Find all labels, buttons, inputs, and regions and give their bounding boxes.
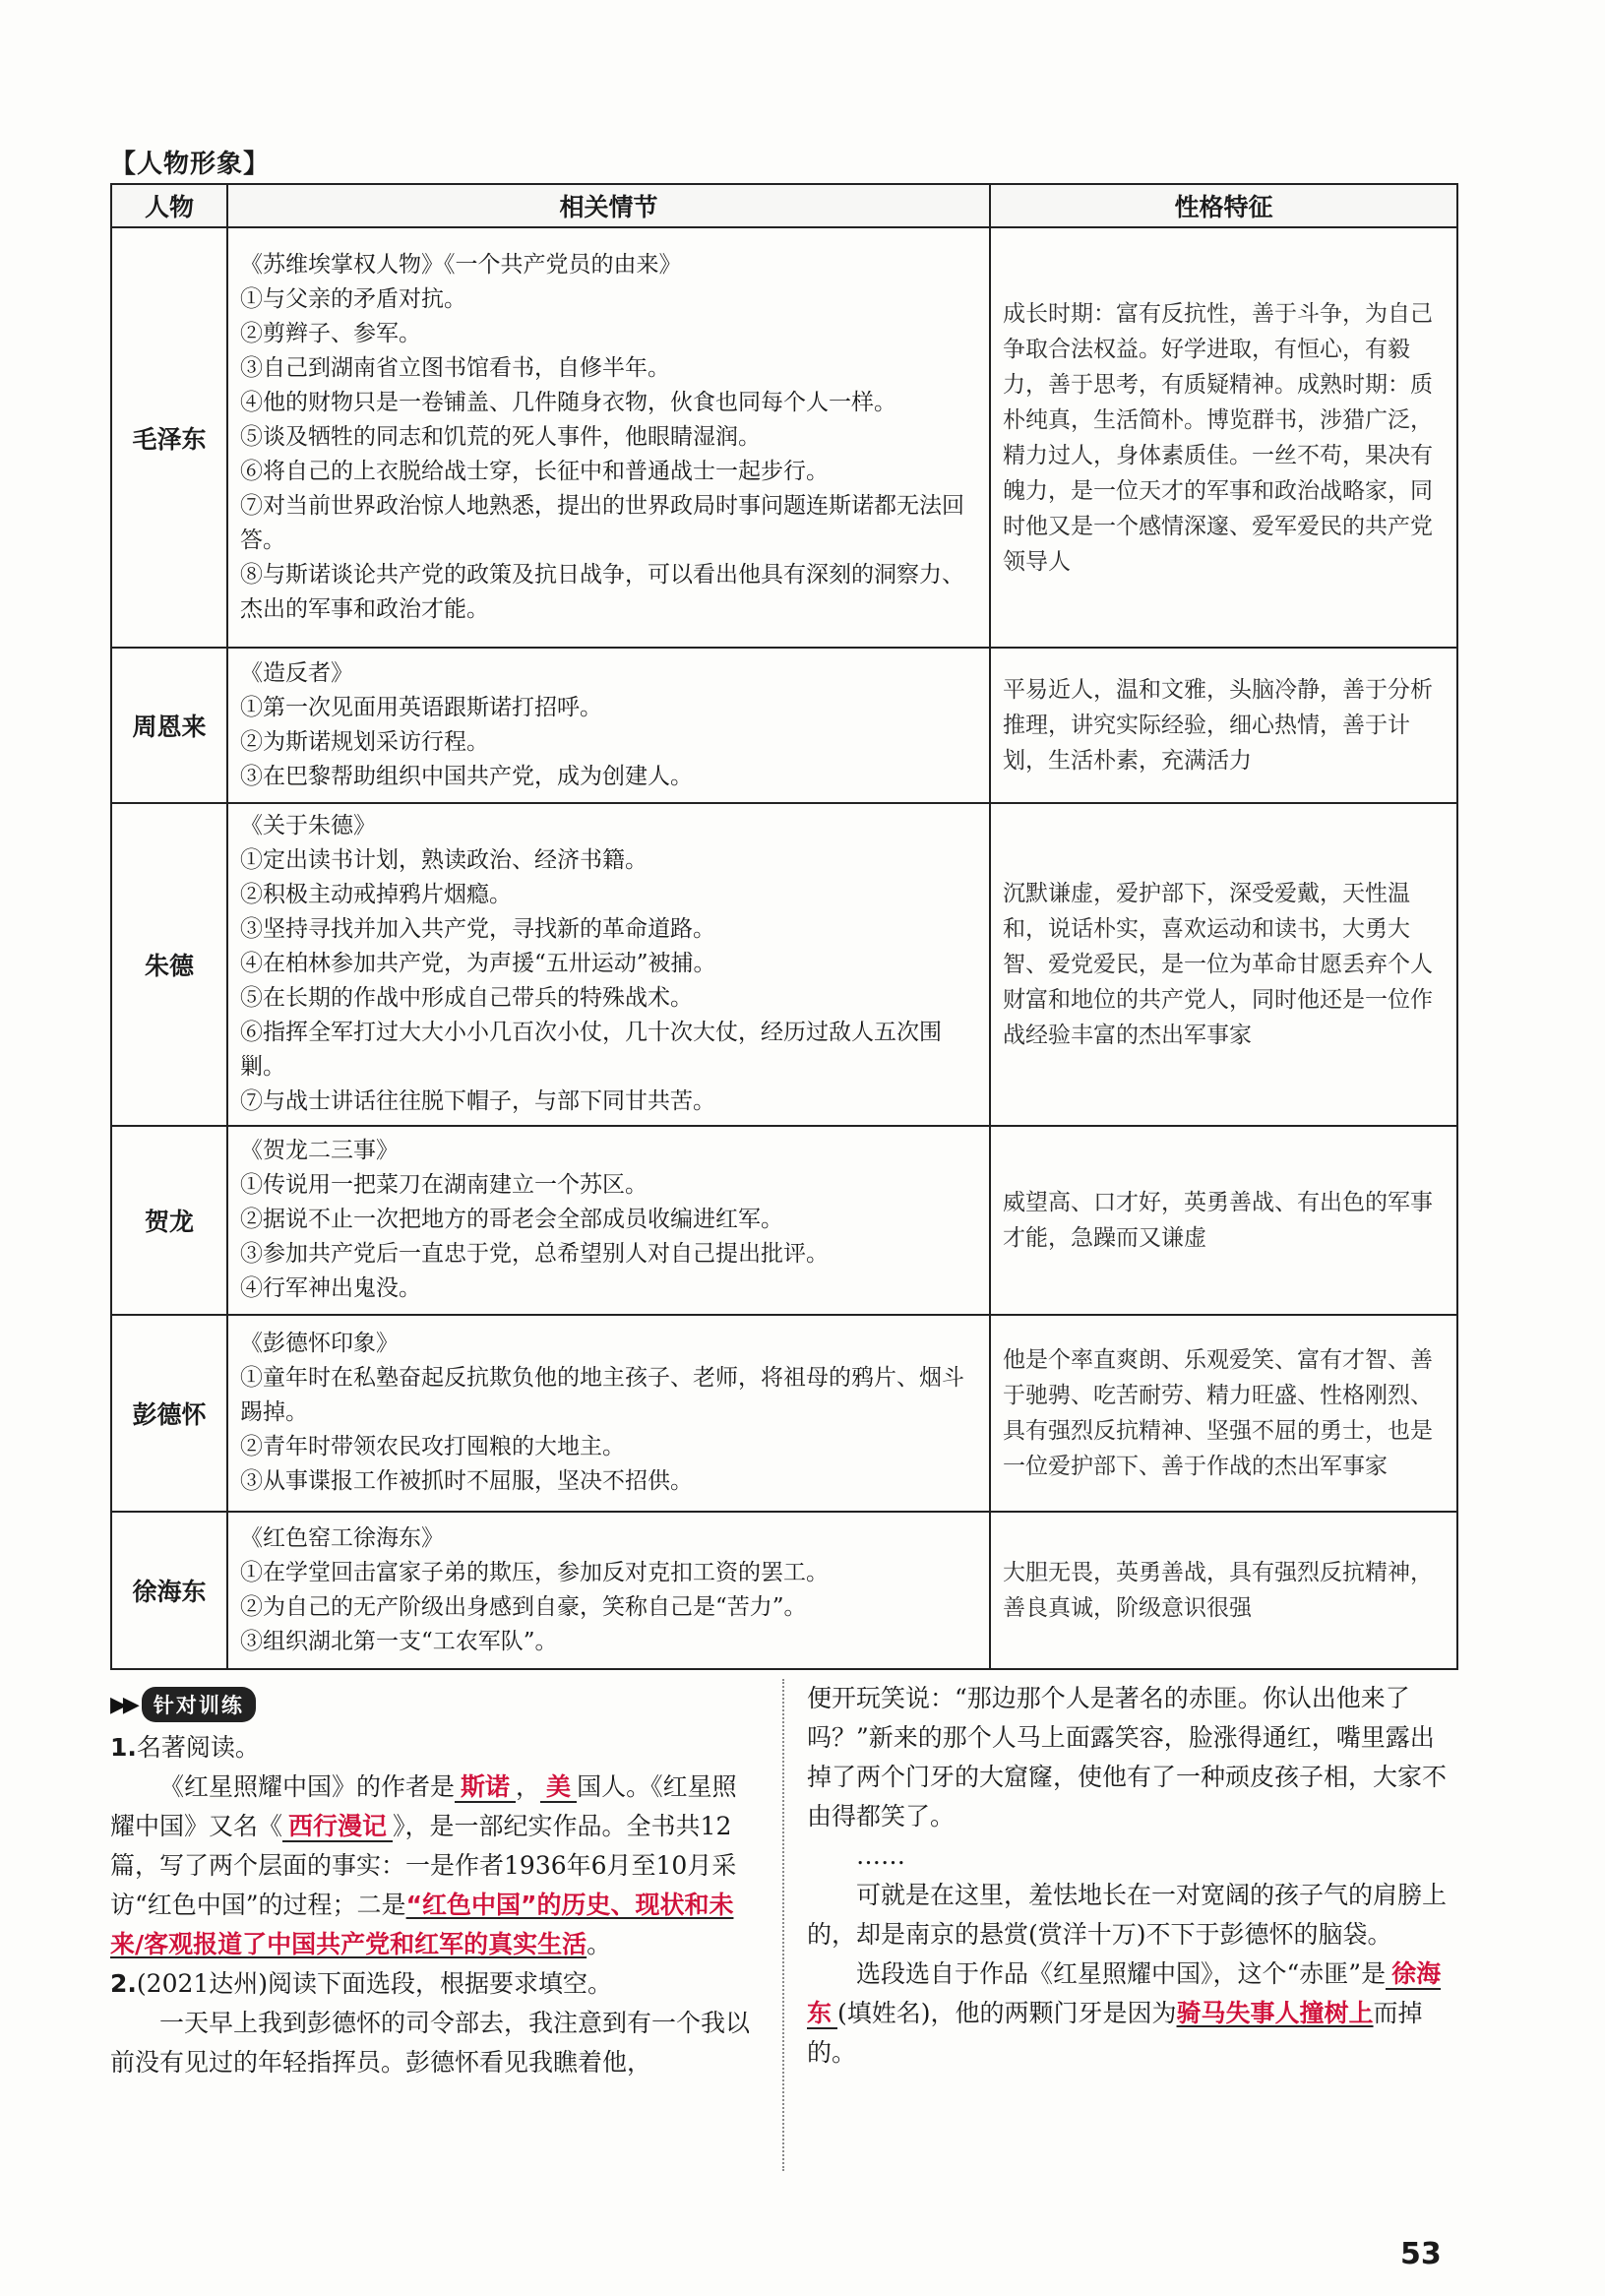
answer-blank[interactable]: 斯诺: [455, 1772, 516, 1803]
plot-line: ⑦对当前世界政治惊人地熟悉，提出的世界政局时事问题连斯诺都无法回答。: [240, 492, 964, 553]
exercise-left-column: [110, 1728, 760, 2082]
plot-cell: [227, 1512, 990, 1669]
traits-cell: [990, 227, 1457, 648]
question-1-heading: [110, 1728, 760, 1768]
traits-text: 大胆无畏，英勇善战，具有强烈反抗精神，善良真诚，阶级意识很强: [1003, 1560, 1433, 1621]
table-row: [111, 227, 1457, 648]
plot-line: ①在学堂回击富家子弟的欺压，参加反对克扣工资的罢工。: [240, 1559, 829, 1585]
plot-line: ②据说不止一次把地方的哥老会全部成员收编进红军。: [240, 1207, 783, 1232]
plot-line: 《关于朱德》: [240, 813, 376, 838]
question-2-body: [807, 1955, 1456, 2073]
answer-blank[interactable]: 西行漫记: [282, 1812, 393, 1842]
section-label: 【人物形象】: [110, 150, 271, 179]
plot-line: ①童年时在私塾奋起反抗欺负他的地主孩子、老师，将祖母的鸦片、烟斗踢掉。: [240, 1365, 964, 1425]
plot-line: ②青年时带领农民攻打囤粮的大地主。: [240, 1434, 625, 1459]
plot-line: ①与父亲的矛盾对抗。: [240, 285, 466, 312]
plot-cell: [227, 803, 990, 1126]
traits-cell: [990, 1315, 1457, 1512]
plot-line: ③在巴黎帮助组织中国共产党，成为创建人。: [240, 763, 693, 789]
plot-line: ②剪辫子、参军。: [240, 320, 421, 346]
traits-text: 他是个率直爽朗、乐观爱笑、富有才智、善于驰骋、吃苦耐劳、精力旺盛、性格刚烈、具有强烈反抗精神、坚强不屈的勇士，也是一位爱护部下、善于作战的杰出军事家: [1003, 1347, 1433, 1479]
plot-line: ③参加共产党后一直忠于党，总希望别人对自己提出批评。: [240, 1241, 829, 1267]
table-row: [111, 1512, 1457, 1669]
traits-cell: [990, 1512, 1457, 1669]
answer-blank[interactable]: 徐海东: [807, 1959, 1442, 2027]
plot-cell: [227, 648, 990, 803]
plot-line: ④在柏林参加共产党，为声援“五卅运动”被捕。: [240, 951, 716, 976]
question-1-body: [110, 1768, 760, 1964]
person-name: 周恩来: [111, 648, 227, 803]
traits-text: 平易近人，温和文雅，头脑冷静，善于分析推理，讲究实际经验，细心热情，善于计划，生活朴素，充满活力: [1003, 677, 1433, 774]
traits-cell: [990, 648, 1457, 803]
traits-text: 沉默谦虚，爱护部下，深受爱戴，天性温和，说话朴实，喜欢运动和读书，大勇大智、爱党爱民，是一位为革命甘愿丢弃个人财富和地位的共产党人，同时他还是一位作战经验丰富的杰出军事家: [1003, 881, 1433, 1048]
double-arrow-icon: ▶▶: [110, 1692, 136, 1717]
plot-cell: [227, 1315, 990, 1512]
answer-blank[interactable]: 美: [540, 1772, 577, 1803]
question-number: 2.: [110, 1969, 137, 1998]
plot-line: ⑥将自己的上衣脱给战士穿，长征中和普通战士一起步行。: [240, 458, 829, 484]
plot-line: ①定出读书计划，熟读政治、经济书籍。: [240, 847, 648, 873]
traits-text: 威望高、口才好，英勇善战、有出色的军事才能，急躁而又谦虚: [1003, 1190, 1433, 1251]
question-text: 国人。《红星照耀中国》又名《: [110, 1772, 737, 1840]
plot-line: ⑤在长期的作战中形成自己带兵的特殊战术。: [240, 985, 693, 1011]
plot-line: ⑤谈及牺牲的同志和饥荒的死人事件，他眼睛湿润。: [240, 423, 761, 450]
passage-text: 便开玩笑说：“那边那个人是著名的赤匪。你认出他来了吗？”新来的那个人马上面露笑容，脸涨得通红，嘴里露出掉了两个门牙的大窟窿，使他有了一种顽皮孩子相，大家不由得都笑了。: [807, 1684, 1448, 1831]
plot-line: ②为自己的无产阶级出身感到自豪，笑称自己是“苦力”。: [240, 1593, 807, 1620]
table-row: [111, 803, 1457, 1126]
passage-ellipsis: ……: [856, 1841, 905, 1870]
plot-cell: [227, 227, 990, 648]
plot-line: ④行军神出鬼没。: [240, 1275, 421, 1301]
question-text: 《红星照耀中国》的作者是: [159, 1772, 456, 1801]
question-source: (2021达州): [136, 1969, 269, 1998]
exercise-banner: [110, 1687, 256, 1722]
passage-text: 一天早上我到彭德怀的司令部去，我注意到有一个我以前没有见过的年轻指挥员。彭德怀看见我瞧着他，: [110, 2009, 751, 2077]
header-plot: 相关情节: [227, 184, 990, 227]
plot-line: 《红色窑工徐海东》: [240, 1524, 444, 1551]
traits-text: 成长时期：富有反抗性，善于斗争，为自己争取合法权益。好学进取，有恒心，有毅力，善于思考，有质疑精神。成熟时期：质朴纯真，生活简朴。博览群书，涉猎广泛，精力过人，身体素质佳。一丝不苟，果决有魄力，是一位天才的军事和政治战略家，同时他又是一个感情深邃、爱军爱民的共产党领导人: [1003, 300, 1433, 575]
plot-line: 《苏维埃掌权人物》《一个共产党员的由来》: [240, 251, 682, 278]
person-name: 徐海东: [111, 1512, 227, 1669]
table-row: [111, 648, 1457, 803]
plot-line: ⑧与斯诺谈论共产党的政策及抗日战争，可以看出他具有深刻的洞察力、杰出的军事和政治才能。: [240, 561, 964, 622]
question-text: 》，是一部纪实作品。全书共12篇，写了两个层面的事实：一是作者1936年6月至10月采访“红色中国”的过程；二是: [110, 1812, 737, 1919]
answer-blank[interactable]: “红色中国”的历史、现状和未来/客观报道了中国共产党和红军的真实生活: [110, 1891, 734, 1958]
plot-line: ①传说用一把菜刀在湖南建立一个苏区。: [240, 1172, 648, 1198]
plot-line: ③从事谍报工作被抓时不屈服，坚决不招供。: [240, 1468, 693, 1494]
question-title: 名著阅读。: [136, 1733, 260, 1762]
table-row: [111, 1126, 1457, 1315]
table-row: [111, 1315, 1457, 1512]
question-text: 而掉的。: [807, 1999, 1423, 2067]
plot-line: 《贺龙二三事》: [240, 1138, 399, 1163]
traits-cell: [990, 803, 1457, 1126]
plot-line: ②为斯诺规划采访行程。: [240, 728, 489, 755]
plot-line: ④他的财物只是一卷铺盖、几件随身衣物，伙食也同每个人一样。: [240, 389, 896, 415]
plot-line: ③坚持寻找并加入共产党，寻找新的革命道路。: [240, 916, 715, 942]
person-name: 毛泽东: [111, 227, 227, 648]
exercise-banner-label: 针对训练: [142, 1687, 256, 1722]
plot-line: ⑥指挥全军打过大大小小几百次小仗，几十次大仗，经历过敌人五次围剿。: [240, 1020, 942, 1080]
question-text: (填姓名)，他的两颗门牙是因为: [837, 1999, 1177, 2027]
question-title: 阅读下面选段，根据要求填空。: [268, 1969, 613, 1998]
plot-line: ①第一次见面用英语跟斯诺打招呼。: [240, 694, 602, 720]
plot-line: 《彭德怀印象》: [240, 1331, 399, 1356]
table-header-row: [111, 184, 1457, 227]
answer-blank[interactable]: 骑马失事人撞树上: [1176, 1999, 1374, 2027]
question-2-heading: [110, 1964, 760, 2004]
person-name: 彭德怀: [111, 1315, 227, 1512]
traits-cell: [990, 1126, 1457, 1315]
page-number: 53: [1400, 2237, 1442, 2271]
plot-line: ⑦与战士讲话往往脱下帽子，与部下同甘共苦。: [240, 1088, 715, 1114]
passage-text: 可就是在这里，羞怯地长在一对宽阔的孩子气的肩膀上的，却是南京的悬赏(赏洋十万)不下于彭德怀的脑袋。: [807, 1881, 1448, 1949]
question-text: ，: [516, 1772, 541, 1801]
character-table: [110, 183, 1458, 1670]
question-number: 1.: [110, 1733, 137, 1762]
header-person: 人物: [111, 184, 227, 227]
plot-line: ②积极主动戒掉鸦片烟瘾。: [240, 882, 512, 907]
person-name: 贺龙: [111, 1126, 227, 1315]
plot-line: ③自己到湖南省立图书馆看书，自修半年。: [240, 354, 670, 381]
question-text: 选段选自于作品《红星照耀中国》，这个“赤匪”是: [856, 1959, 1387, 1988]
plot-line: ③组织湖北第一支“工农军队”。: [240, 1628, 558, 1654]
plot-cell: [227, 1126, 990, 1315]
question-text: 。: [586, 1930, 612, 1958]
exercise-right-column: [807, 1679, 1456, 2073]
person-name: 朱德: [111, 803, 227, 1126]
plot-line: 《造反者》: [240, 659, 353, 686]
column-divider: [782, 1679, 784, 2171]
header-traits: 性格特征: [990, 184, 1457, 227]
